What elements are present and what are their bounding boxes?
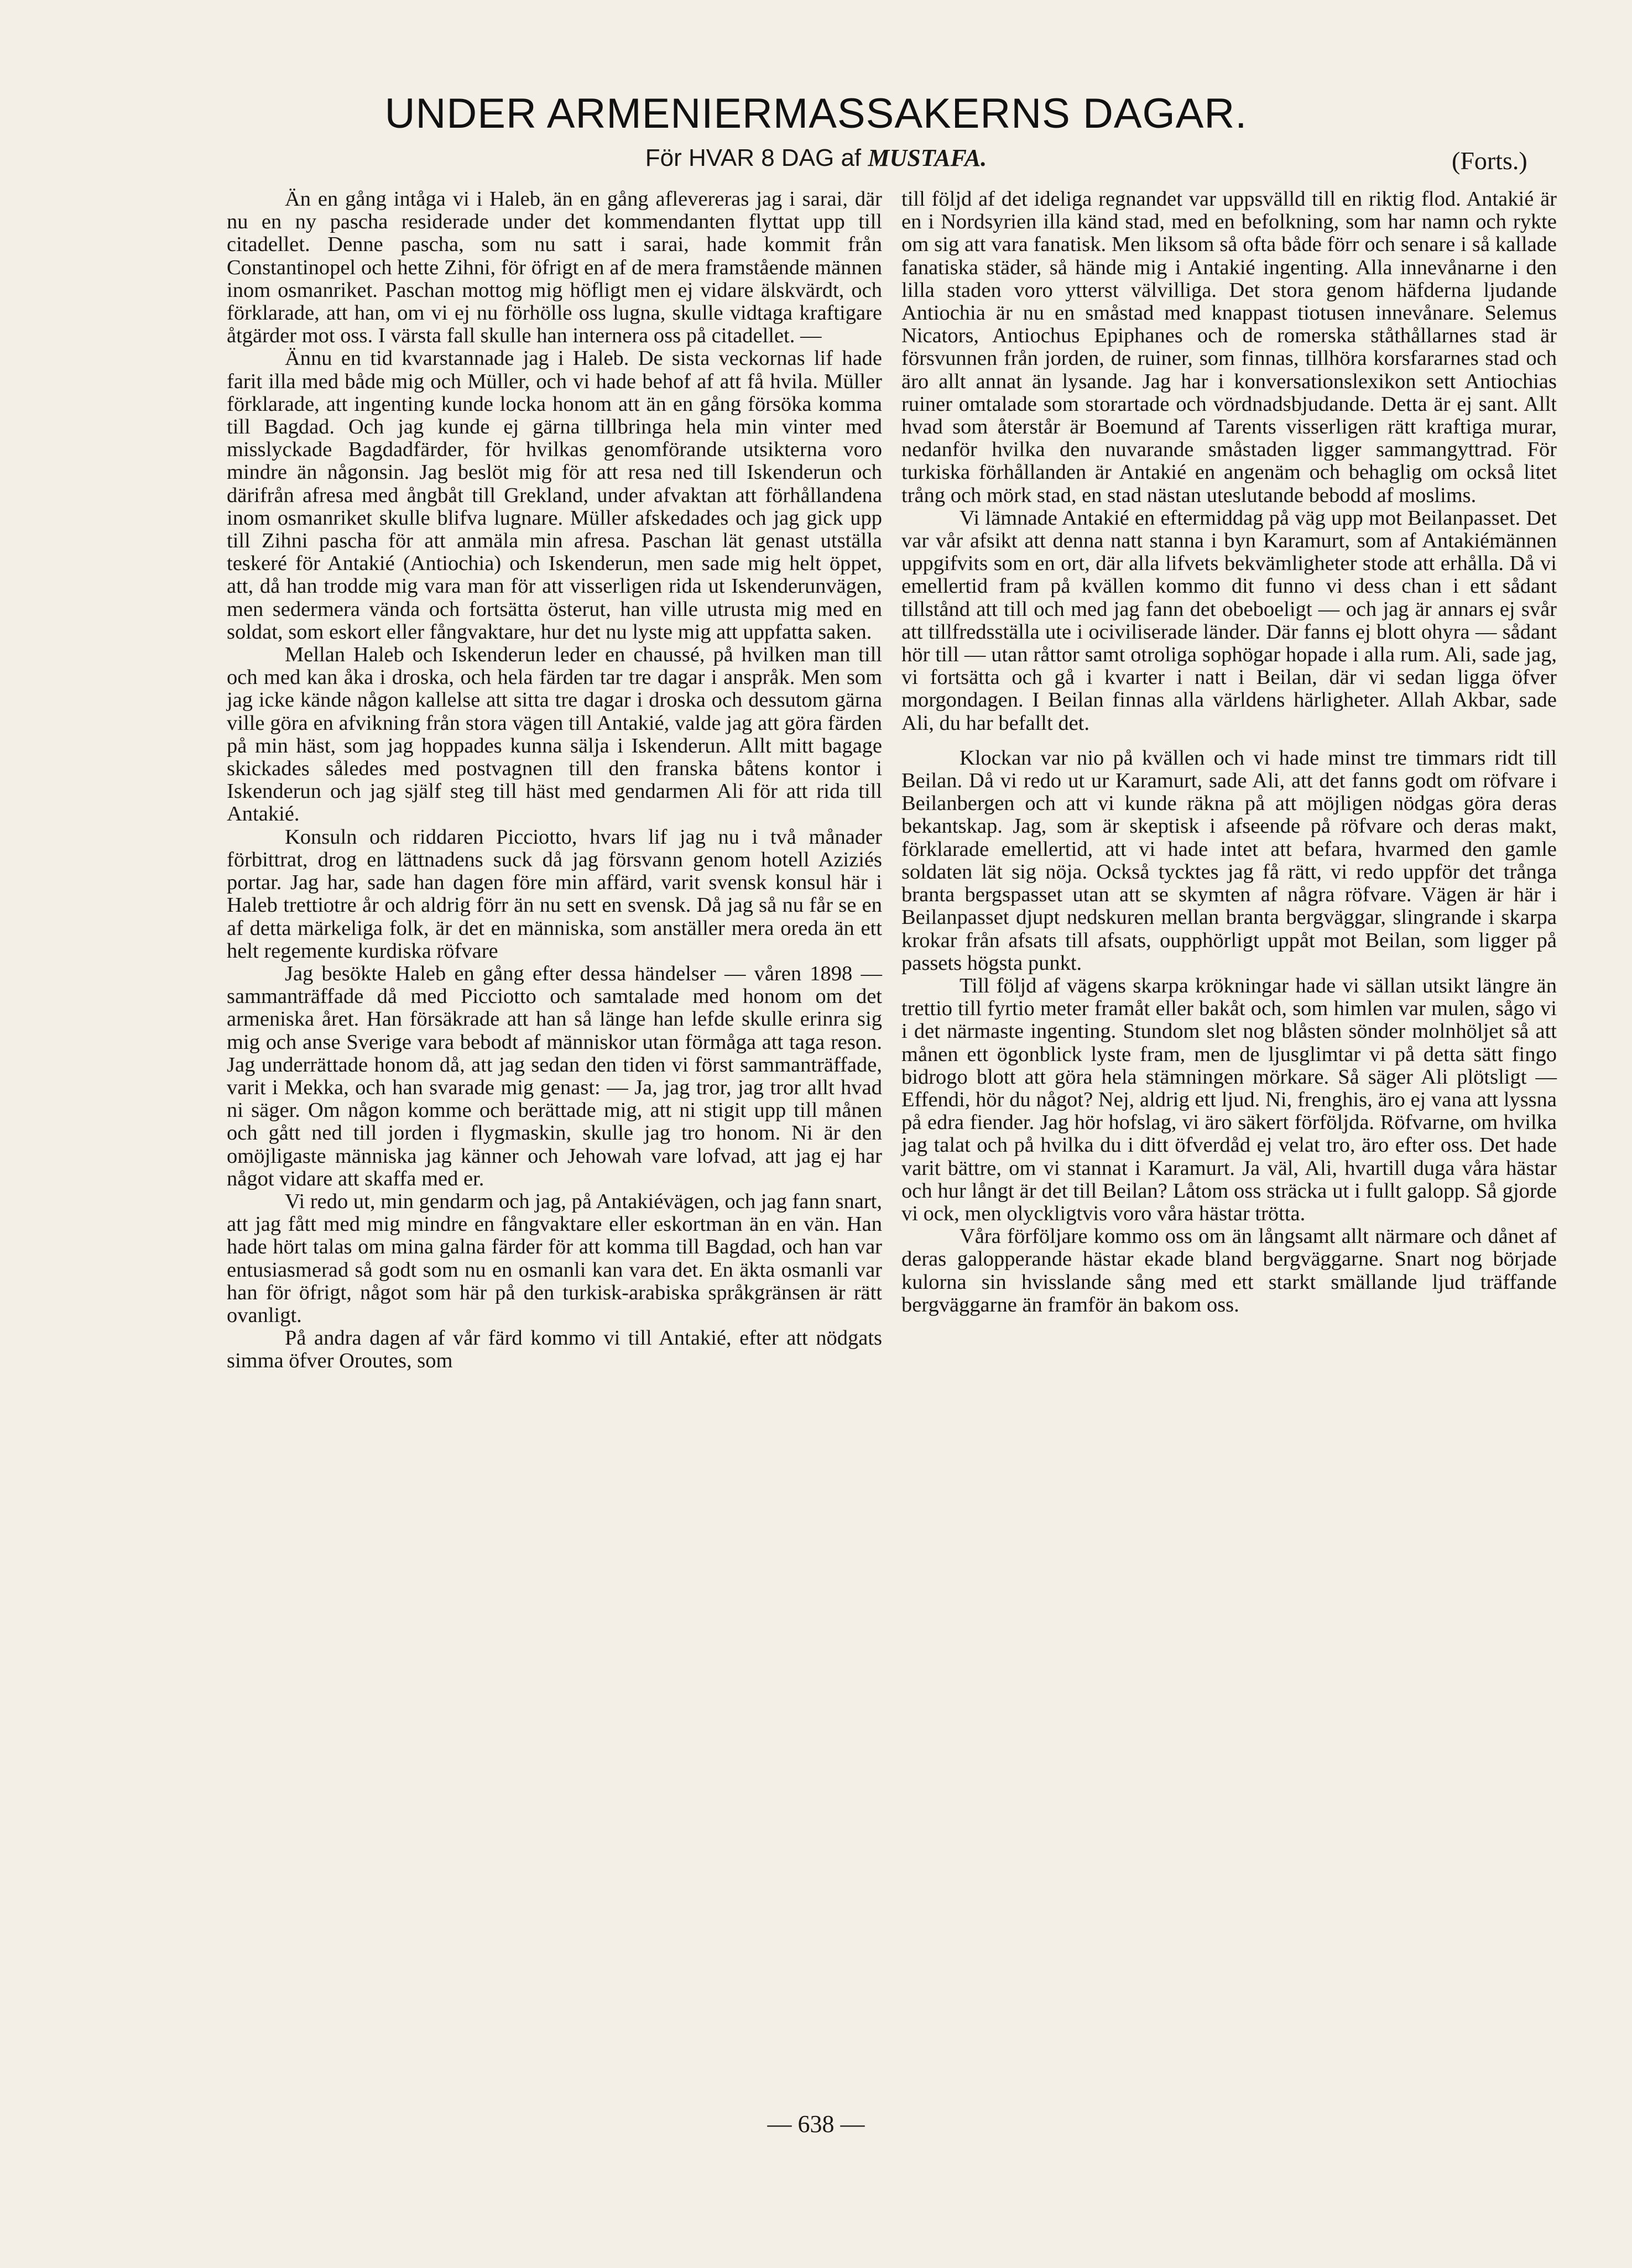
paragraph: Jag besökte Haleb en gång efter dessa händelser — våren 1898 — sammanträffade då med Picciotto och samtalade med honom om det armeniska året. Han försäkrade att han så länge han lefde skulle erinra sig mig och anse Sverige vara bebodt af människor utan förmåga att taga reson. Jag underrättade honom då, att jag sedan den tiden vi först sammanträffade, varit i Mekka, och han svarade mig genast: — Ja, jag tror, jag tror allt hvad ni säger. Om någon komme och berättade mig, att ni stigit upp till månen och gått ned till jorden i flygmaskin, skulle jag tro honom. Ni är den omöjligaste människa jag känner och Jehowah vare lofvad, att jag ej har något vidare att skaffa med er. <box>227 961 882 1190</box>
article-title: UNDER ARMENIERMASSAKERNS DAGAR. <box>384 90 1248 137</box>
page-number: — 638 — <box>767 2110 865 2138</box>
left-column <box>227 188 882 1373</box>
paragraph: till följd af det ideliga regnandet var uppsvälld till en riktig flod. Antakié är en i Nordsyrien illa känd stad, med en befolkning, som har namn och rykte om sig att vara fanatisk. Men liksom så ofta både förr och senare i så kallade fanatiska städer, så hände mig i Antakié ingenting. Alla innevånarne i den lilla staden voro ytterst välvilliga. Det stora genom häfderna ljudande Antiochia är nu en småstad med knappast tiotusen innevånare. Selemus Nicators, Antiochus Epiphanes och de romerska ståthållarnes stad är försvunnen från jorden, de ruiner, som finnas, tillhöra korsfararnes stad och äro allt annat än lysande. Jag har i konversationslexikon sett Antiochias ruiner omtalade som storartade och vördnadsbjudande. Detta är ej sant. Allt hvad som återstår är Boemund af Tarents visserligen rätt kraftiga murar, nedanför hvilka den nuvarande småstaden ligger sammangyttrad. För turkiska förhållanden är Antakié en angenäm och behaglig om också litet trång och mörk stad, en stad nästan uteslutande bebodd af moslims. <box>901 187 1557 507</box>
paragraph: Vi redo ut, min gendarm och jag, på Antakiévägen, och jag fann snart, att jag fått med mig mindre en fångvaktare eller eskortman än en vän. Han hade hört talas om mina galna färder för att komma till Bagdad, och han var entusiasmerad så godt som nu en osmanli kan vara det. En äkta osmanli var han för öfrigt, något som här på den turkisk-arabiska språkgränsen är rätt ovanligt. <box>227 1189 882 1327</box>
byline-prefix: För HVAR 8 DAG af <box>645 144 868 171</box>
paragraph: Än en gång intåga vi i Haleb, än en gång aflevereras jag i sarai, där nu en ny pascha residerade under det kommendanten flyttat upp till citadellet. Denne pascha, som nu satt i sarai, hade kommit från Constantinopel och hette Zihni, för öfrigt en af de mera framstående männen inom osmanriket. Paschan mottog mig höfligt men ej vidare älskvärdt, och förklarade, att han, om vi ej nu förhölle oss lugna, skulle vidtaga kraftigare åtgärder mot oss. I värsta fall skulle han internera oss på citadellet. — <box>227 187 882 348</box>
paragraph: Till följd af vägens skarpa krökningar hade vi sällan utsikt längre än trettio till fyrtio meter framåt eller bakåt och, som himlen var mulen, sågo vi i det närmaste ingenting. Stundom slet nog blåsten sönder molnhöljet så att månen ett ögonblick lyste fram, men de ljusglimtar vi på detta sätt fingo bidrogo blott att göra hela stämningen mörkare. Så säger Ali plötsligt — Effendi, hör du något? Nej, aldrig ett ljud. Ni, frenghis, äro ej vana att lyssna på edra fiender. Jag hör hofslag, vi äro säkert förföljda. Röfvarne, om hvilka jag talat och på hvilka du i ditt öfverdåd ej velat tro, äro efter oss. Det hade varit bättre, om vi stannat i Karamurt. Ja väl, Ali, hvartill duga våra hästar och hur långt är det till Beilan? Låtom oss sträcka ut i fullt galopp. Så gjorde vi ock, men olyckligtvis voro våra hästar trötta. <box>901 974 1557 1225</box>
paragraph: Konsuln och riddaren Picciotto, hvars lif jag nu i två månader förbittrat, drog en lättnadens suck då jag försvann genom hotell Aziziés portar. Jag har, sade han dagen före min affärd, varit svensk konsul här i Haleb trettiotre år och aldrig förr än nu sett en svensk. Då jag så nu får se en af detta märkeliga folk, är det en människa, som anställer mera oreda än ett helt regemente kurdiska röfvare <box>227 825 882 963</box>
paragraph: Klockan var nio på kvällen och vi hade minst tre timmars ridt till Beilan. Då vi redo ut ur Karamurt, sade Ali, att det fanns godt om röfvare i Beilanbergen och att vi kunde räkna på att möjligen nödgas göra deras bekantskap. Jag, som är skeptisk i afseende på röfvare och deras makt, förklarade emellertid, att vi hade intet att befara, hvarmed den gamle soldaten lät sig nöja. Också tycktes jag få rätt, vi redo uppför det trånga branta bergspasset utan att se skymten af några röfvare. Vägen är här i Beilanpasset djupt nedskuren mellan branta bergväggar, slingrande i skarpa krokar från afsats till afsats, oupphörligt uppåt mot Beilan, som ligger på passets högsta punkt. <box>901 746 1557 975</box>
paragraph: På andra dagen af vår färd kommo vi till Antakié, efter att nödgats simma öfver Oroutes, som <box>227 1326 882 1373</box>
paragraph: Våra förföljare kommo oss om än långsamt allt närmare och dånet af deras galopperande hästar ekade bland bergväggarne. Snart nog började kulorna sin hvisslande sång med ett starkt smällande ljud träffande bergväggarne än framför än bakom oss. <box>901 1225 1557 1316</box>
paragraph: Mellan Haleb och Iskenderun leder en chaussé, på hvilken man till och med kan åka i droska, och hela färden tar tre dagar i anspråk. Men som jag icke kände någon kallelse att sitta tre dagar i droska och dessutom gärna ville göra en afvikning från stora vägen till Antakié, valde jag att göra färden på min häst, som jag hoppades kunna sälja i Iskenderun. Allt mitt bagage skickades således med postvagnen till den franska båtens kontor i Iskenderun och jag själf steg till häst med gendarmen Ali för att rida till Antakié. <box>227 643 882 826</box>
paragraph: Vi lämnade Antakié en eftermiddag på väg upp mot Beilanpasset. Det var vår afsikt att denna natt stanna i byn Karamurt, som af Antakiémännen uppgifvits som en ort, där alla lifvets bekvämligheter stode att erhålla. Då vi emellertid fram på kvällen kommo dit funno vi dess chan i ett sådant tillstånd att till och med jag fann det obeboeligt — och jag är annars ej svår att tillfredsställa ute i ociviliserade länder. Där fanns ej blott ohyra — sådant hör till — utan råttor samt otroliga sophögar hopade i alla rum. Ali, sade jag, vi fortsätta och gå i kvarter i natt i Beilan, där vi sedan ligga öfver morgondagen. I Beilan finnas alla världens härligheter. Allah Akbar, sade Ali, du har befallt det. <box>901 506 1557 735</box>
article-byline <box>0 146 1632 170</box>
byline-author: MUSTAFA. <box>868 144 987 171</box>
continued-marker: (Forts.) <box>1452 147 1527 175</box>
right-column <box>901 188 1557 1316</box>
paragraph: Ännu en tid kvarstannade jag i Haleb. De sista veckornas lif hade farit illa med både mig och Müller, och vi hade behof af att få hvila. Müller förklarade, att ingenting kunde locka honom att än en gång försöka komma till Bagdad. Och jag kunde ej gärna tillbringa hela min vinter med misslyckade Bagdadfärder, för hvilkas genomförande utsikterna voro mindre än någonsin. Jag beslöt mig för att resa ned till Iskenderun och därifrån afresa med ångbåt till Grekland, under afvaktan att förhållandena inom osmanriket skulle blifva lugnare. Müller afskedades och jag gick upp till Zihni pascha för att anmäla min afresa. Paschan lät genast utställa teskeré för Antakié (Antiochia) och Iskenderun, men sade mig helt öppet, att, då han trodde mig vara man för att visserligen rida ut Iskenderunvägen, men sedermera vända och fortsätta österut, han ville utrusta mig med en soldat, som eskort eller fångvaktare, hur det nu lyste mig att uppfatta saken. <box>227 347 882 644</box>
